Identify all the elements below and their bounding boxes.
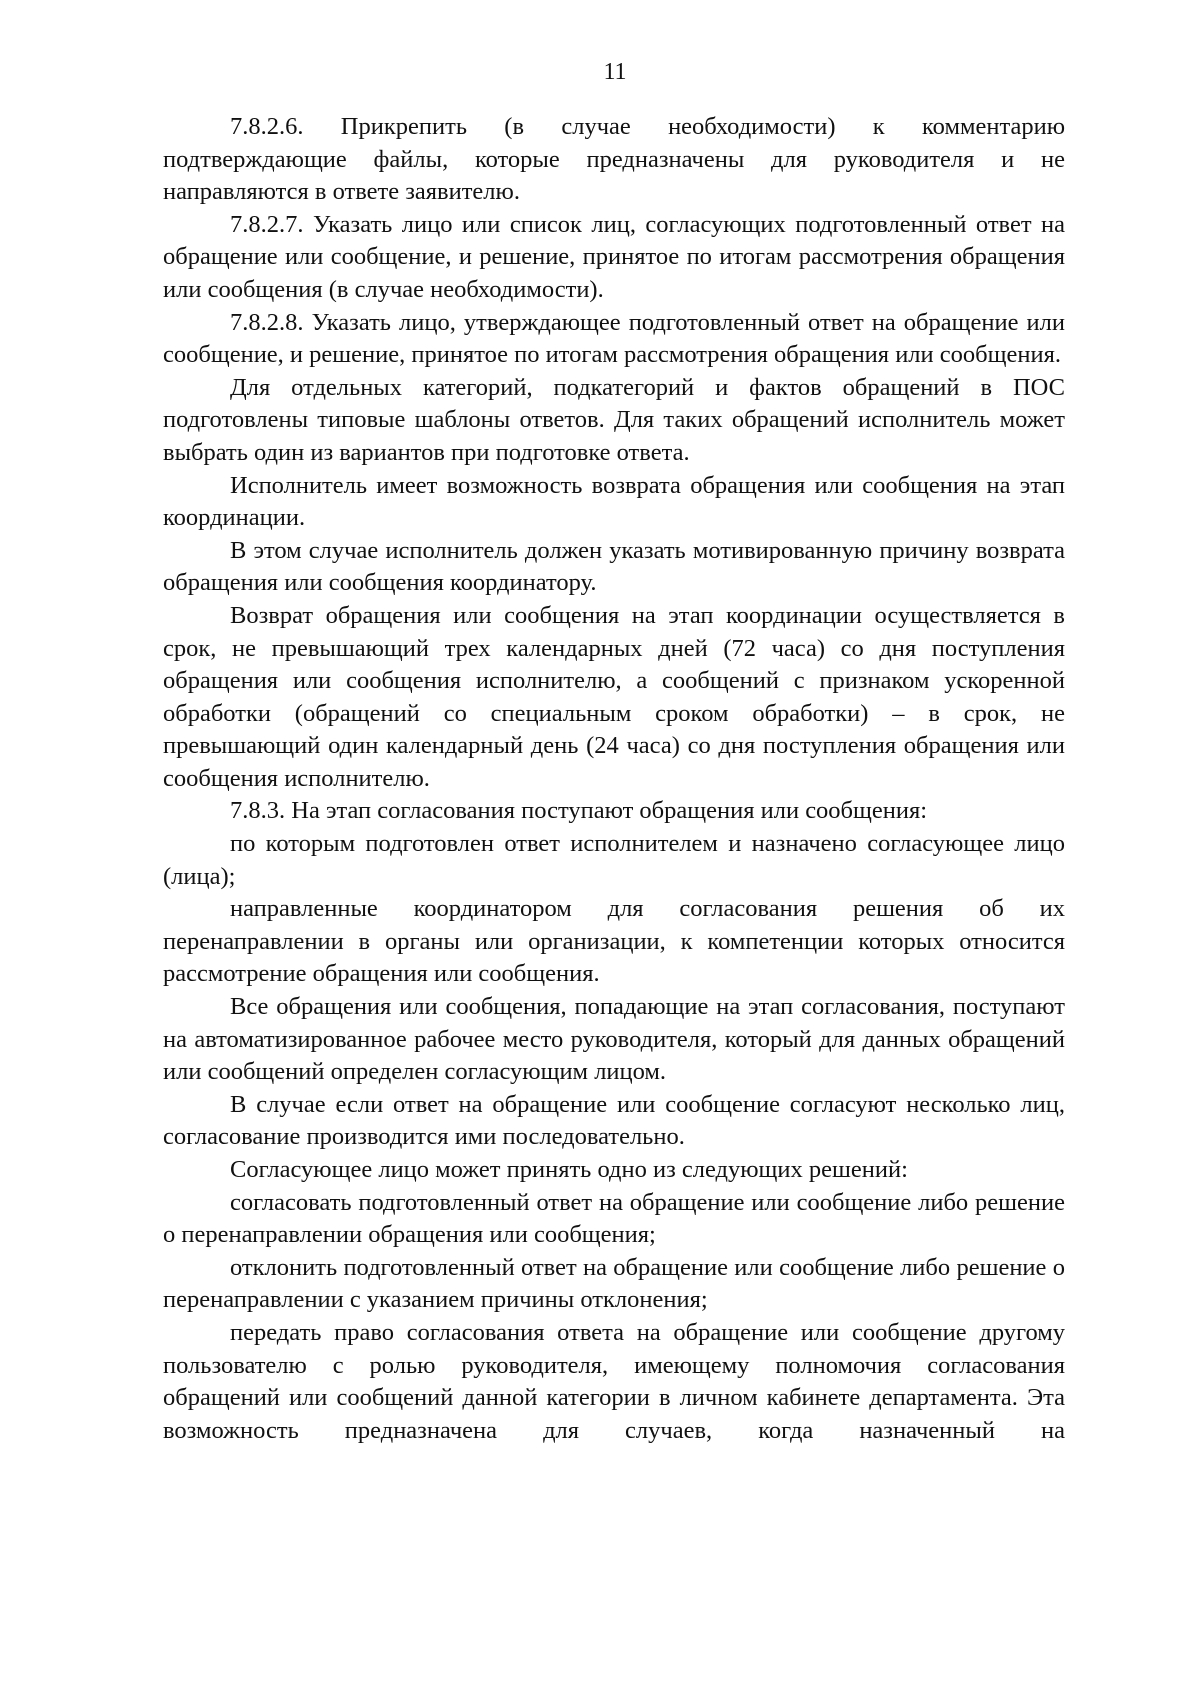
paragraph-7-8-2-6: 7.8.2.6. Прикрепить (в случае необходимости) к комментарию подтверждающие файлы, которые предназначены для руководителя и не направляются в ответе заявителю. [163, 113, 1065, 206]
list-item-prepared-answer: по которым подготовлен ответ исполнителем и назначено согласующее лицо (лица); [163, 830, 1065, 890]
page-number: 11 [603, 59, 627, 85]
paragraph-sequential-approval: В случае если ответ на обращение или сообщение согласуют несколько лиц, согласование производится ими последовательно. [163, 1090, 1065, 1151]
paragraph-approver-decisions: Согласующее лицо может принять одно из следующих решений: [230, 1156, 908, 1183]
paragraph-7-8-2-8: 7.8.2.8. Указать лицо, утверждающее подготовленный ответ на обращение или сообщение, и решение, принятое по итогам рассмотрения обращения или сообщения. [163, 308, 1065, 369]
paragraph-7-8-2-7: 7.8.2.7. Указать лицо или список лиц, согласующих подготовленный ответ на обращение или сообщение, и решение, принятое по итогам рассмотрения обращения или сообщения (в случае необходимости). [163, 210, 1065, 303]
document-body [163, 111, 1065, 1447]
paragraph-return-reason: В этом случае исполнитель должен указать мотивированную причину возврата обращения или сообщения координатору. [163, 536, 1065, 597]
paragraph-7-8-3: 7.8.3. На этап согласования поступают обращения или сообщения: [230, 797, 928, 825]
paragraph-return-deadline: Возврат обращения или сообщения на этап координации осуществляется в срок, не превышающий трех календарных дней (72 часа) со дня поступления обращения или сообщения исполнителю, а сообщений с признаком ускоренной обработки (обращений со специальным сроком обработки) – в срок, не превышающий один календарный день (24 часа) со дня поступления обращения или сообщения исполнителю. [163, 601, 1065, 792]
list-item-approve: согласовать подготовленный ответ на обращение или сообщение либо решение о перенаправлении обращения или сообщения; [163, 1188, 1065, 1249]
list-item-delegate: передать право согласования ответа на обращение или сообщение другому пользователю с ролью руководителя, имеющему полномочия согласования обращений или сообщений данной категории в личном кабинете департамента. Эта возможность предназначена для случаев, когда назначенный на [163, 1318, 1065, 1444]
paragraph-return-to-coordination: Исполнитель имеет возможность возврата обращения или сообщения на этап координации. [163, 471, 1065, 532]
list-item-reject: отклонить подготовленный ответ на обращение или сообщение либо решение о перенаправлении с указанием причины отклонения; [163, 1253, 1065, 1314]
list-item-redirect-approval: направленные координатором для согласования решения об их перенаправлении в органы или организации, к компетенции которых относится рассмотрение обращения или сообщения. [163, 895, 1065, 988]
paragraph-answer-templates: Для отдельных категорий, подкатегорий и фактов обращений в ПОС подготовлены типовые шаблоны ответов. Для таких обращений исполнитель может выбрать один из вариантов при подготовке ответа. [163, 373, 1065, 466]
paragraph-approval-workplace: Все обращения или сообщения, попадающие на этап согласования, поступают на автоматизированное рабочее место руководителя, который для данных обращений или сообщений определен согласующим лицом. [163, 993, 1065, 1086]
